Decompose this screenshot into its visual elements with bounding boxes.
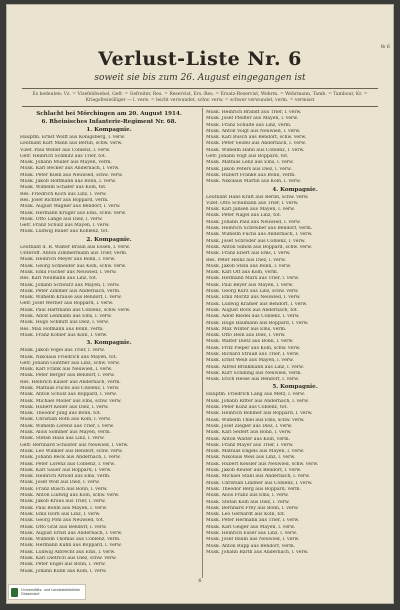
left-column [20, 110, 198, 575]
casualty-entry: Musk. Paul Beyer aus Mayen, l. verw. [206, 282, 294, 288]
casualty-entry: Musk. Franz Ebert aus Ems, l. verw. [206, 251, 291, 257]
casualty-entry: Musk. Emil Horn aus Linz, l. verw. [20, 511, 101, 517]
casualty-entry: Musk. Josef Schröder aus Coblenz, l. verw. [206, 238, 306, 244]
casualty-entry: Musk. Wilhelm Thomas aus Coblenz, verm. [20, 537, 121, 543]
casualty-entry: Musk. Peter Engel aus Bonn, l. verw. [20, 562, 106, 568]
header-rule [22, 88, 378, 89]
casualty-entry: Res. Heinrich Kaiser aus Andernach, verm. [20, 379, 121, 385]
casualty-entry: Musk. Christian Roth aus Köln, l. verw. [20, 417, 111, 423]
casualty-entry: Musk. Heinrich Brandt aus Trier, l. verw. [206, 110, 302, 115]
casualty-entry: Musk. Mathias Lenz aus Ems, l. verw. [206, 160, 294, 166]
casualty-entry: Musk. Richard Strauß aus Trier, l. verw. [206, 351, 300, 357]
casualty-entry: Musk. Kurt Schilling aus Neuwied, verm. [206, 370, 302, 376]
casualty-entry: Musk. Ludwig Albrecht aus Ems, l. verw. [20, 549, 116, 555]
casualty-entry: Musk. Georg Kurz aus Linz, schw. verw. [206, 289, 299, 295]
company-heading: 2. Kompagnie. [86, 236, 132, 243]
casualty-entry: Musk. Heinrich Meyer aus Bonn, l. verw. [20, 257, 116, 263]
casualty-entry: Musk. Bernhard Frey aus Bonn, l. verw. [206, 505, 299, 511]
casualty-entry: Gefr. Johann Günther aus Linz, schw. verw. [20, 360, 121, 366]
battle-heading: Schlacht bei Mörchingen am 20. August 1914. [36, 111, 182, 117]
casualty-entry: Musk. Michael Möller aus Ems, schw. verw. [20, 398, 122, 404]
casualty-entry: Musk. Nikolaus Friedrich aus Mayen, tot. [20, 354, 117, 360]
regiment-heading: 6. Rheinisches Infanterie-Regiment Nr. 68. [41, 119, 177, 125]
company-heading: 1. Kompagnie. [86, 127, 132, 133]
casualty-entry: Musk. Paul Hartmann aus Coblenz, schw. verw. [20, 307, 131, 313]
casualty-entry: Musk. Karl Sauer aus Boppard, l. verw. [20, 467, 112, 473]
casualty-entry: Musk. Johann Kühn aus Köln, l. verw. [20, 568, 107, 574]
casualty-entry: Musk. Wilhelm Thiel aus Ems, schw. verw. [206, 417, 305, 423]
casualty-entry: Musk. Karl Dietrich aus Diez, schw. verw. [20, 556, 117, 561]
casualty-entry: Musk. Franz Köhler aus Köln, l. verw. [20, 332, 108, 338]
casualty-entry: Musk. Mathias Engels aus Mayen, l. verw. [206, 449, 305, 455]
casualty-entry: Musk. Anton Rupp aus Bendorf, verm. [206, 543, 296, 549]
casualty-entry: Res. Friedrich Koch aus Linz, l. verw. [20, 191, 107, 197]
casualty-entry: Musk. Wilhelm Lorenz aus Trier, l. verw. [20, 423, 115, 429]
casualty-entry: Musk. Alois Franz aus Ems, l. verw. [206, 493, 289, 499]
casualty-entry: Musk. Ernst Weiß aus Mayen, l. verw. [206, 358, 294, 364]
casualty-entry: Musk. Wilhelm Fuchs aus Andernach, l. verw. [206, 232, 313, 238]
casualty-entry: Musk. Franz Schulte aus Linz, verm. [206, 122, 292, 128]
casualty-entry: Musk. Hubert Keller aus Diez, l. verw. [20, 404, 109, 410]
casualty-entry: Musk. Adolf Lehmann aus Ems, l. verw. [20, 314, 112, 320]
casualty-entry: Vizef. Paul Weber aus Coblenz, l. verw. [20, 147, 111, 153]
casualty-entry: Musk. Johann Beck aus Andernach, l. verw. [20, 455, 121, 461]
column-divider [202, 108, 203, 578]
casualty-entry: Musk. Ludwig Bauer aus Koblenz, tot. [20, 229, 109, 235]
casualty-entry: Musk. Walter Dietz aus Bonn, l. verw. [206, 339, 294, 345]
casualty-entry: Musk. Karl Geiger aus Mayen, l. verw. [206, 524, 296, 530]
casualty-entry: Musk. Max Winter aus Ems, verm. [206, 326, 287, 332]
casualty-entry: Musk. Franz Busch aus Bonn, l. verw. [20, 486, 108, 492]
casualty-entry: Unteroff. Anton Zimmermann aus Trier, verm. [20, 251, 128, 257]
library-stamp [8, 584, 86, 600]
casualty-entry: Musk. Anton Walter aus Köln, verm. [206, 436, 291, 442]
casualty-entry: Leutnant Hans Kraft aus Berlin, schw. verw. [206, 194, 309, 200]
casualty-entry: Musk. Karl Becker aus Andernach, l. verw. [20, 166, 120, 172]
casualty-entry: Musk. Johann Paul aus Neuwied, l. verw. [206, 219, 301, 225]
casualty-entry: Musk. Heinrich Esser aus Linz, l. verw. [206, 531, 298, 536]
casualty-entry: Musk. Peter Nagel aus Linz, tot. [206, 213, 282, 219]
library-stamp-text: Universitäts- und Landesbibliothek Düsseldorf [21, 588, 81, 596]
casualty-entry: Musk. Erich Hesse aus Bendorf, l. verw. [206, 377, 300, 383]
casualty-entry: Musk. Emil Moritz aus Neuwied, l. verw. [206, 295, 301, 301]
casualty-entry: Musk. Karl Ott aus Köln, verm. [206, 270, 279, 276]
casualty-entry: Musk. Jakob Reuter aus Bendorf, l. verw. [206, 468, 302, 474]
casualty-entry: Musk. Emil Fischer aus Neuwied, l. verw. [20, 269, 117, 275]
casualty-entry: Musk. Johann Ritter aus Andernach, l. verw. [206, 398, 309, 404]
casualty-entry: Musk. Hermann Kuhn aus Boppard, l. verw. [20, 543, 122, 549]
casualty-entry: Musk. Josef Ziegler aus Diez, l. verw. [206, 423, 293, 429]
casualty-entry: Gefr. Josef Werner aus Boppard, l. verw. [20, 301, 114, 307]
casualty-entry: Gefr. Franz Schulz aus Mayen, l. verw. [20, 223, 110, 229]
casualty-entry: Res. Max Hofmann aus Bonn, verm. [20, 326, 104, 332]
casualty-entry: Musk. Johann Schwarz aus Mayen, l. verw. [20, 282, 120, 288]
right-entry-list [206, 110, 384, 556]
casualty-entry: Musk. Christian Lindner aus Coblenz, l. verw. [206, 480, 313, 486]
casualty-entry: Leutnant Kurt Mann aus Berlin, schw. verw. [20, 141, 123, 147]
casualty-entry: Musk. Georg Pohl aus Neuwied, tot. [20, 518, 105, 524]
casualty-entry: Musk. Stefan Haas aus Linz, l. verw. [20, 436, 105, 442]
casualty-entry: Musk. Wilhelm Krause aus Bendorf, l. verw. [20, 295, 122, 301]
casualty-entry: Musk. Franz Mayer aus Trier, l. verw. [206, 442, 294, 448]
casualty-entry: Musk. Stefan Kolb aus Diez, l. verw. [206, 499, 290, 505]
casualty-entry: Musk. Peter Berger aus Bendorf, l. verw. [20, 373, 115, 379]
casualty-entry: Musk. Heinrich Böhmer aus Boppard, l. verw. [206, 411, 313, 417]
library-logo-icon [11, 588, 18, 597]
company-heading: 4. Kompagnie. [272, 186, 318, 193]
casualty-entry: Musk. Karl Busch aus Bendorf, schw. verw. [206, 135, 307, 141]
casualty-entry: Musk. Karl Jansen aus Mayen, l. verw. [206, 207, 295, 213]
casualty-entry: Musk. Karl Seifert aus Bonn, l. verw. [206, 430, 292, 436]
casualty-entry: Musk. Jakob Hoffmann aus Bonn, l. verw. [20, 179, 117, 185]
casualty-entry: Musk. Karl Frank aus Neuwied, l. verw. [20, 367, 113, 373]
casualty-entry: Musk. Wilhelm Schäfer aus Köln, tot. [20, 185, 107, 191]
casualty-entry: Musk. Hugo Baumann aus Boppard, l. verw. [206, 320, 309, 326]
casualty-entry: Musk. Jakob Stein aus Bonn, l. verw. [206, 263, 292, 269]
casualty-entry: Musk. Josef Baum aus Neuwied, l. verw. [206, 537, 300, 543]
casualty-entry: Musk. Theodor Berg aus Boppard, verm. [206, 486, 301, 492]
page-number: 6 [198, 578, 202, 584]
casualty-entry: Musk. Josef Wolf aus Diez, l. verw. [20, 480, 100, 486]
casualty-entry: Hauptm. Ernst Wolff aus Königsberg, l. verw. [20, 135, 126, 140]
casualty-entry: Musk. Adolf Riedel aus Coblenz, l. verw. [206, 314, 300, 320]
casualty-entry: Musk. August Ernst aus Andernach, l. verw. [20, 530, 123, 536]
casualty-entry: Res. Peter Heinz aus Diez, l. verw. [206, 257, 286, 263]
casualty-entry: Musk. Hermann Marx aus Trier, l. verw. [206, 276, 300, 282]
legend-rule [22, 106, 378, 107]
casualty-entry: Musk. Peter Lorenz aus Coblenz, l. verw. [20, 461, 116, 467]
casualty-entry: Res. Karl Neumann aus Linz, tot. [20, 276, 98, 282]
casualty-entry: Musk. Peter Seidel aus Andernach, l. verw. [206, 141, 307, 147]
casualty-entry: Musk. Josef Pfeiffer aus Mayen, l. verw. [206, 116, 299, 122]
casualty-entry: Musk. Jakob Peters aus Diez, l. verw. [206, 166, 292, 172]
casualty-entry: Musk. Anton Simon aus Boppard, schw. verw. [206, 244, 313, 250]
casualty-entry: Musk. Heinrich Schreiber aus Bendorf, verm. [206, 226, 313, 232]
page-title: Verlust-Liste Nr. 6 [98, 48, 302, 70]
casualty-entry: Musk. Wilhelm Hahn aus Coblenz, l. verw. [206, 147, 305, 153]
casualty-entry: Musk. Alois Sommer aus Mayen, verm. [20, 430, 112, 436]
casualty-entry: Musk. Johann Müller aus Mayen, verm. [20, 160, 112, 166]
casualty-entry: Musk. Georg Schneider aus Köln, schw. verw. [20, 263, 127, 269]
casualty-entry: Musk. Hubert Kessler aus Neuwied, schw. verw. [206, 461, 319, 467]
casualty-entry: Musk. Heinrich Arnold aus Ems, verm. [20, 474, 111, 480]
casualty-entry: Hauptm. Friedrich Lang aus Metz, l. verw. [206, 392, 305, 398]
document-page [6, 4, 394, 604]
page-subtitle: soweit sie bis zum 26. August eingegangen ist [94, 73, 306, 83]
casualty-entry: Gefr. Heinrich Schmitz aus Trier, tot. [20, 153, 107, 159]
casualty-entry: Musk. Theodor Jung aus Bonn, tot. [20, 411, 102, 417]
casualty-entry: Musk. August Bock aus Andernach, tot. [206, 307, 299, 313]
casualty-entry: Musk. Ludwig Krämer aus Bendorf, l. verw. [206, 301, 308, 307]
casualty-entry: Gefr. Johann Vogt aus Boppard, tot. [206, 154, 289, 160]
casualty-entry: Musk. Paul Böhm aus Mayen, l. verw. [20, 505, 108, 511]
abbreviation-legend: Es bedeuten: Vz. = Vizefeldwebel, Gefr. = Gefreiter, Res. = Reservist, Ers.-Res. = Ersatz-Reservist, Wehrm. = Wehrmann, Tamb. = Tambour, Kr. = Kriegsfreiwilliger — l. verw. = leicht verwundet, schw. verw. = schwer verwundet, verm. = vermisst [32, 92, 368, 103]
casualty-entry: Musk. Hubert Franke aus Bonn, verm. [206, 172, 296, 178]
company-heading: 5. Kompagnie. [272, 384, 318, 391]
right-column [206, 110, 384, 556]
casualty-entry: Musk. Alfred Brinkmann aus Linz, l. verw. [206, 364, 304, 370]
left-entry-list [20, 127, 198, 575]
casualty-entry: Gefr. Bernhard Schuster aus Neuwied, l. verw. [20, 442, 129, 448]
casualty-entry: Res. Josef Richter aus Boppard, verm. [20, 197, 109, 203]
casualty-entry: Musk. Nikolaus Weis aus Linz, l. verw. [206, 455, 296, 461]
casualty-entry: Leutnant d. R. Walter Braun aus Essen, l. verw. [20, 244, 131, 250]
casualty-entry: Musk. Otto Graf aus Bendorf, l. verw. [20, 524, 107, 530]
casualty-entry: Musk. Leo Gerhardt aus Köln, tot. [206, 512, 286, 518]
casualty-entry: Musk. Hermann Krüger aus Ems, schw. verw. [20, 210, 127, 216]
casualty-entry: Musk. Peter Hermann aus Trier, l. verw. [206, 518, 300, 524]
company-heading: 3. Kompagnie. [86, 340, 132, 347]
casualty-entry: Musk. Fritz Pieper aus Köln, schw. verw. [206, 345, 301, 351]
casualty-entry: Musk. Peter Klein aus Neuwied, schw. verw. [20, 172, 123, 178]
casualty-entry: Musk. Leo Winkler aus Bendorf, schw. verw. [20, 448, 123, 454]
casualty-entry: Musk. Peter Zimmer aus Andernach, verm. [20, 288, 121, 294]
casualty-entry: Musk. Jakob Kraus aus Trier, l. verw. [20, 499, 106, 505]
casualty-entry: Musk. Jakob Vogel aus Trier, l. verw. [20, 348, 105, 354]
casualty-entry: Musk. Otto Lange aus Diez, l. verw. [20, 216, 103, 222]
casualty-entry: Musk. August Wagner aus Bendorf, l. verw. [20, 204, 121, 210]
casualty-entry: Musk. Anton Ludwig aus Köln, schw. verw. [20, 493, 120, 499]
casualty-entry: Musk. Peter Kunz aus Coblenz, tot. [206, 405, 288, 411]
casualty-entry: Musk. Mathias Fuchs aus Coblenz, l. verw. [20, 385, 120, 391]
casualty-entry: Musk. Johann Barth aus Andernach, l. verw. [206, 549, 309, 555]
casualty-entry: Musk. Otto Hein aus Diez, l. verw. [206, 333, 286, 339]
casualty-entry: Musk. Anton Scholz aus Boppard, l. verw. [20, 392, 117, 398]
casualty-entry: Musk. Hugo Schmitt aus Diez, l. verw. [20, 320, 109, 326]
casualty-entry: Musk. Nikolaus Martin aus Köln, l. verw. [206, 179, 301, 185]
casualty-entry: Musk. Michael Stahl aus Andernach, l. verw. [206, 474, 310, 480]
casualty-entry: Musk. Anton Voigt aus Neuwied, l. verw. [206, 128, 301, 134]
margin-marks: № 6 [380, 44, 390, 50]
casualty-entry: Vizef. Otto Schumann aus Trier, l. verw. [206, 200, 299, 206]
